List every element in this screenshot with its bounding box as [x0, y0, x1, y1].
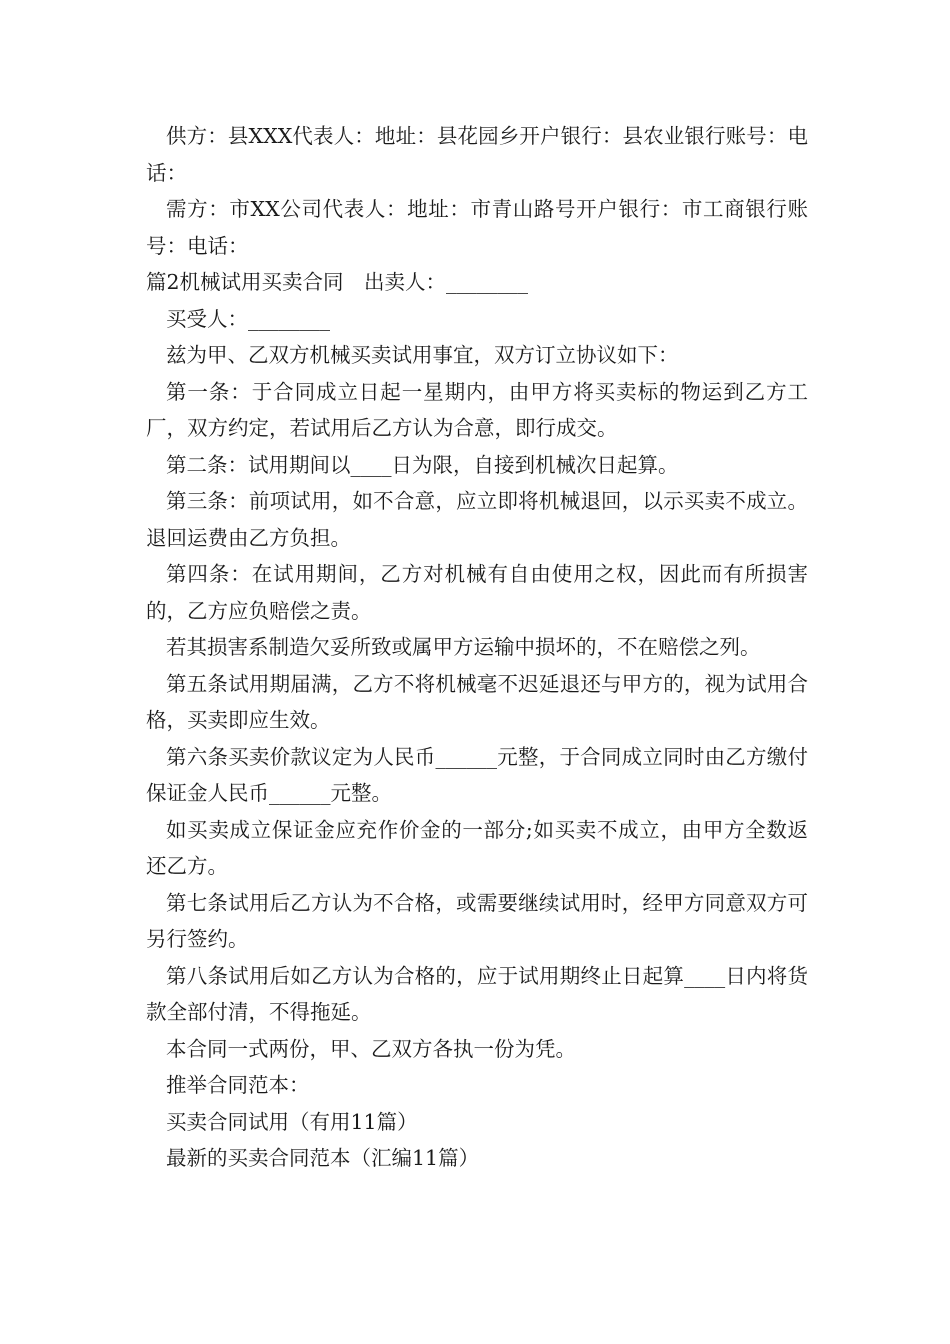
- article-3-paragraph: 第三条：前项试用，如不合意，应立即将机械退回，以示买卖不成立。退回运费由乙方负担。: [146, 489, 808, 550]
- article-5-paragraph: 第五条试用期届满，乙方不将机械毫不迟延退还与甲方的，视为试用合格，买卖即应生效。: [146, 671, 808, 732]
- document-body: [146, 118, 808, 1177]
- contract-title-seller: 篇2机械试用买卖合同 出卖人：________: [146, 270, 529, 294]
- buyer-paragraph: 需方：市XX公司代表人：地址：市青山路号开户银行：市工商银行账号：电话：: [146, 197, 808, 258]
- recommend-item-1: 买卖合同试用（有用11篇）: [166, 1109, 418, 1134]
- article-4-paragraph: 第四条：在试用期间，乙方对机械有自由使用之权，因此而有所损害的，乙方应负赔偿之责。: [146, 562, 808, 623]
- article-7-paragraph: 第七条试用后乙方认为不合格，或需要继续试用时，经甲方同意双方可另行签约。: [146, 890, 808, 951]
- article-6-note-paragraph: 如买卖成立保证金应充作价金的一部分;如买卖不成立，由甲方全数返还乙方。: [146, 817, 808, 878]
- article-4-note-paragraph: 若其损害系制造欠妥所致或属甲方运输中损坏的，不在赔偿之列。: [166, 635, 761, 659]
- article-2-paragraph: 第二条：试用期间以____日为限，自接到机械次日起算。: [166, 452, 679, 477]
- article-6-paragraph: 第六条买卖价款议定为人民币______元整，于合同成立同时由乙方缴付保证金人民币______元整。: [146, 744, 808, 805]
- article-1-paragraph: 第一条：于合同成立日起一星期内，由甲方将买卖标的物运到乙方工厂，双方约定，若试用后乙方认为合意，即行成交。: [146, 379, 808, 440]
- purchaser-line: 买受人：________: [166, 306, 330, 331]
- copies-paragraph: 本合同一式两份，甲、乙双方各执一份为凭。: [166, 1036, 576, 1061]
- recommend-item-2: 最新的买卖合同范本（汇编11篇）: [166, 1146, 480, 1170]
- preamble-paragraph: 兹为甲、乙双方机械买卖试用事宜，双方订立协议如下：: [166, 343, 679, 367]
- supplier-paragraph: 供方：县XXX代表人：地址：县花园乡开户银行：县农业银行账号：电话：: [146, 124, 808, 185]
- recommend-heading: 推举合同范本：: [166, 1073, 310, 1097]
- article-8-paragraph: 第八条试用后如乙方认为合格的，应于试用期终止日起算____日内将货款全部付清，不得拖延。: [146, 963, 808, 1024]
